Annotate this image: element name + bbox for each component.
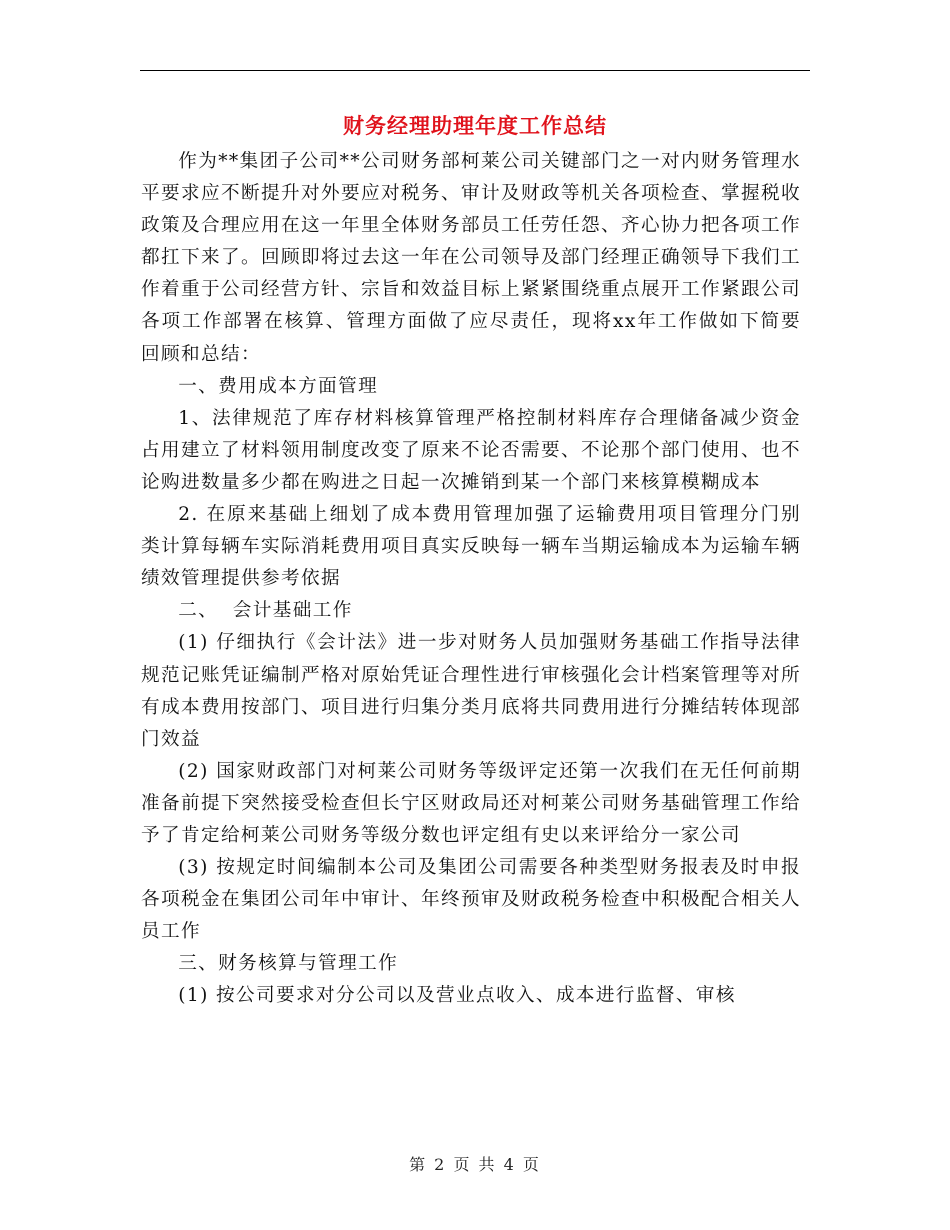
section-heading-2: 二、 会计基础工作 (178, 600, 353, 622)
section-heading-1: 一、费用成本方面管理 (178, 375, 379, 397)
section-heading-3: 三、财务核算与管理工作 (178, 953, 399, 975)
header-rule (140, 70, 810, 71)
paragraph-3-1: (1) 按公司要求对分公司以及营业点收入、成本进行监督、审核 (178, 985, 736, 1007)
paragraph-2-2: (2) 国家财政部门对柯莱公司财务等级评定还第一次我们在无任何前期准备前提下突然接受检查但长宁区财政局还对柯莱公司财务基础管理工作给予了肯定给柯莱公司财务等级分数也评定组有史以来评给分一家公司 (141, 760, 801, 846)
paragraph-2-3: (3) 按规定时间编制本公司及集团公司需要各种类型财务报表及时申报各项税金在集团公司年中审计、年终预审及财政税务检查中积极配合相关人员工作 (141, 857, 801, 943)
page-number: 第 2 页 共 4 页 (409, 1155, 541, 1174)
paragraph-intro: 作为**集团子公司**公司财务部柯莱公司关键部门之一对内财务管理水平要求应不断提升对外要应对税务、审计及财政等机关各项检查、掌握税收政策及合理应用在这一年里全体财务部员工任劳任怨、齐心协力把各项工作都扛下来了。回顾即将过去这一年在公司领导及部门经理正确领导下我们工作着重于公司经营方针、宗旨和效益目标上紧紧围绕重点展开工作紧跟公司各项工作部署在核算、管理方面做了应尽责任，现将xx年工作做如下简要回顾和总结： (141, 151, 801, 365)
paragraph-1-2: 2. 在原来基础上细划了成本费用管理加强了运输费用项目管理分门别类计算每辆车实际消耗费用项目真实反映每一辆车当期运输成本为运输车辆绩效管理提供参考依据 (141, 504, 801, 590)
document-title: 财务经理助理年度工作总结 (343, 113, 607, 138)
paragraph-2-1: (1) 仔细执行《会计法》进一步对财务人员加强财务基础工作指导法律规范记账凭证编制严格对原始凭证合理性进行审核强化会计档案管理等对所有成本费用按部门、项目进行归集分类月底将共同费用进行分摊结转体现部门效益 (141, 632, 801, 750)
paragraph-1-1: 1、法律规范了库存材料核算管理严格控制材料库存合理储备减少资金占用建立了材料领用制度改变了原来不论否需要、不论那个部门使用、也不论购进数量多少都在购进之日起一次摊销到某一个部门来核算模糊成本 (141, 407, 801, 493)
document-body (141, 146, 801, 1013)
